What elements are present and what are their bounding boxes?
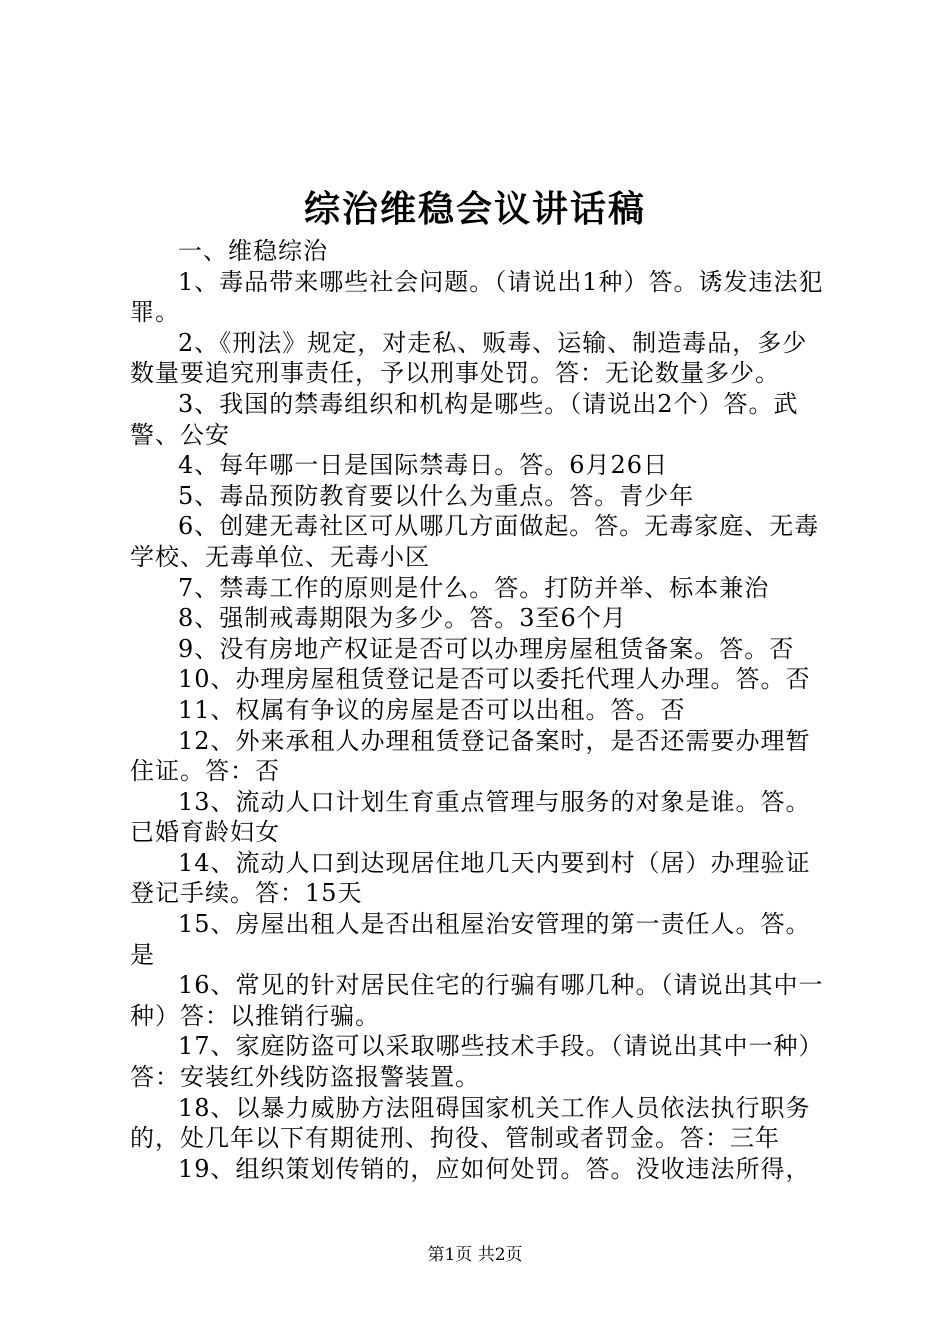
paragraph: 4、每年哪一日是国际禁毒日。答。6月26日 — [178, 451, 669, 480]
paragraph: 18、以暴力威胁方法阻碍国家机关工作人员依法执行职务的，处几年以下有期徒刑、拘役、管制或者罚金。答：三年 — [130, 1093, 811, 1153]
paragraph: 17、家庭防盗可以采取哪些技术手段。（请说出其中一种）答：安装红外线防盗报警装置。 — [130, 1032, 824, 1092]
paragraph: 13、流动人口计划生育重点管理与服务的对象是谁。答。已婚育龄妇女 — [130, 787, 811, 847]
paragraph: 19、组织策划传销的，应如何处罚。答。没收违法所得， — [178, 1154, 811, 1183]
paragraph: 9、没有房地产权证是否可以办理房屋租赁备案。答。否 — [178, 634, 795, 663]
paragraph: 1、毒品带来哪些社会问题。（请说出1种）答。诱发违法犯罪。 — [130, 267, 824, 327]
document-body — [130, 236, 832, 1184]
section-heading: 一、维稳综治 — [178, 237, 328, 265]
paragraph: 16、常见的针对居民住宅的行骗有哪几种。（请说出其中一种）答：以推销行骗。 — [130, 971, 824, 1030]
paragraph: 2、《刑法》规定，对走私、贩毒、运输、制造毒品，多少数量要追究刑事责任，予以刑事处罚。答：无论数量多少。 — [130, 328, 808, 388]
paragraph: 15、房屋出租人是否出租屋治安管理的第一责任人。答。是 — [130, 910, 811, 969]
document-title: 综治维稳会议讲话稿 — [303, 188, 646, 230]
paragraph: 7、禁毒工作的原则是什么。答。打防并举、标本兼治 — [178, 573, 770, 602]
paragraph: 12、外来承租人办理租赁登记备案时，是否还需要办理暂住证。答：否 — [130, 726, 811, 786]
page-footer: 第1页 共2页 — [427, 1245, 523, 1265]
paragraph: 10、办理房屋租赁登记是否可以委托代理人办理。答。否 — [178, 665, 811, 694]
paragraph: 3、我国的禁毒组织和机构是哪些。（请说出2个）答。武警、公安 — [130, 389, 799, 449]
paragraph: 6、创建无毒社区可从哪几方面做起。答。无毒家庭、无毒学校、无毒单位、无毒小区 — [130, 512, 820, 571]
paragraph: 8、强制戒毒期限为多少。答。3至6个月 — [178, 604, 627, 633]
paragraph: 14、流动人口到达现居住地几天内要到村（居）办理验证登记手续。答：15天 — [130, 848, 811, 908]
paragraph: 5、毒品预防教育要以什么为重点。答。青少年 — [178, 481, 695, 510]
paragraph: 11、权属有争议的房屋是否可以出租。答。否 — [178, 695, 686, 724]
